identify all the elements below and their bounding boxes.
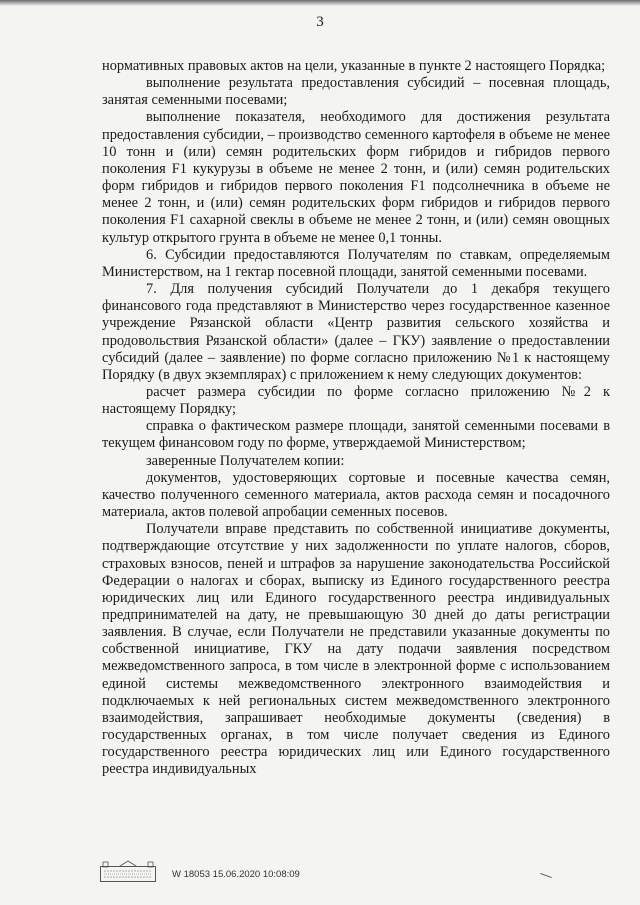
- paragraph: 7. Для получения субсидий Получатели до 1 декабря текущего финансового года представляют в Министерство через государственное казенное учреждение Рязанской области «Центр развития сельского хозяйства и продовольствия Рязанской области» (далее – ГКУ) заявление о предоставлении субсидий (далее – заявление) по форме согласно приложению №1 к настоящему Порядку (в двух экземплярах) с приложением к нему следующих документов:: [102, 281, 610, 383]
- scan-top-edge: [0, 0, 640, 6]
- paragraph: заверенные Получателем копии:: [146, 452, 345, 469]
- paragraph: выполнение показателя, необходимого для достижения результата предоставления субсидии, – производство семенного картофеля в объеме не менее 10 тонн и (или) семян родительских форм гибридов и гибридов первого поколения F1 кукурузы в объеме не менее 2 тонн, и (или) семян родительских форм гибридов и гибридов первого поколения F1 подсолнечника в объеме не менее 2 тонн, и (или) семян родительских форм гибридов и гибридов первого поколения F1 сахарной свеклы в объеме не менее 2 тонн, и (или) семян овощных культур открытого грунта в объеме не менее 0,1 тонны.: [102, 109, 610, 246]
- paragraph: Получатели вправе представить по собственной инициативе документы, подтверждающие отсутствие у них задолженности по уплате налогов, сборов, страховых взносов, пеней и штрафов за нарушение законодательства Российской Федерации о налогах и сборах, выписку из Единого государственного реестра юридических лиц или Единого государственного реестра индивидуальных предпринимателей на дату, не превышающую 30 дней до даты регистрации заявления. В случае, если Получатели не представили указанные документы по собственной инициативе, ГКУ на дату подачи заявления посредством межведомственного запроса, в том числе в электронной форме с использованием единой системы межведомственного электронного взаимодействия и подключаемых к ней региональных систем межведомственного электронного взаимодействия, запрашивает необходимые документы (сведения) в государственных органах, в том числе получает сведения из Единого государственного реестра юридических лиц или Единого государственного реестра индивидуальных: [102, 521, 610, 778]
- page-footer: [100, 846, 610, 886]
- paragraph: расчет размера субсидии по форме согласно приложению №2 к настоящему Порядку;: [102, 383, 610, 418]
- paragraph: нормативных правовых актов на цели, указанные в пункте 2 настоящего Порядка;: [102, 58, 606, 74]
- registration-stamp-icon: [100, 860, 156, 882]
- scan-mark: [540, 873, 552, 878]
- paragraph: документов, удостоверяющих сортовые и посевные качества семян, качество полученного семенного материала, актов расхода семян и посадочного материала, актов полевой апробации семенных посевов.: [102, 469, 610, 521]
- paragraph: выполнение результата предоставления субсидий – посевная площадь, занятая семенными посевами;: [102, 75, 610, 109]
- paragraph: 6. Субсидии предоставляются Получателям по ставкам, определяемым Министерством, на 1 гектар посевной площади, занятой семенными посевами.: [102, 246, 610, 280]
- paragraph: справка о фактическом размере площади, занятой семенными посевами в текущем финансовом году по форме, утверждаемой Министерством;: [102, 418, 610, 452]
- document-body: [102, 58, 610, 779]
- page-number: 3: [316, 14, 324, 30]
- document-registration-ref: W 18053 15.06.2020 10:08:09: [172, 869, 300, 880]
